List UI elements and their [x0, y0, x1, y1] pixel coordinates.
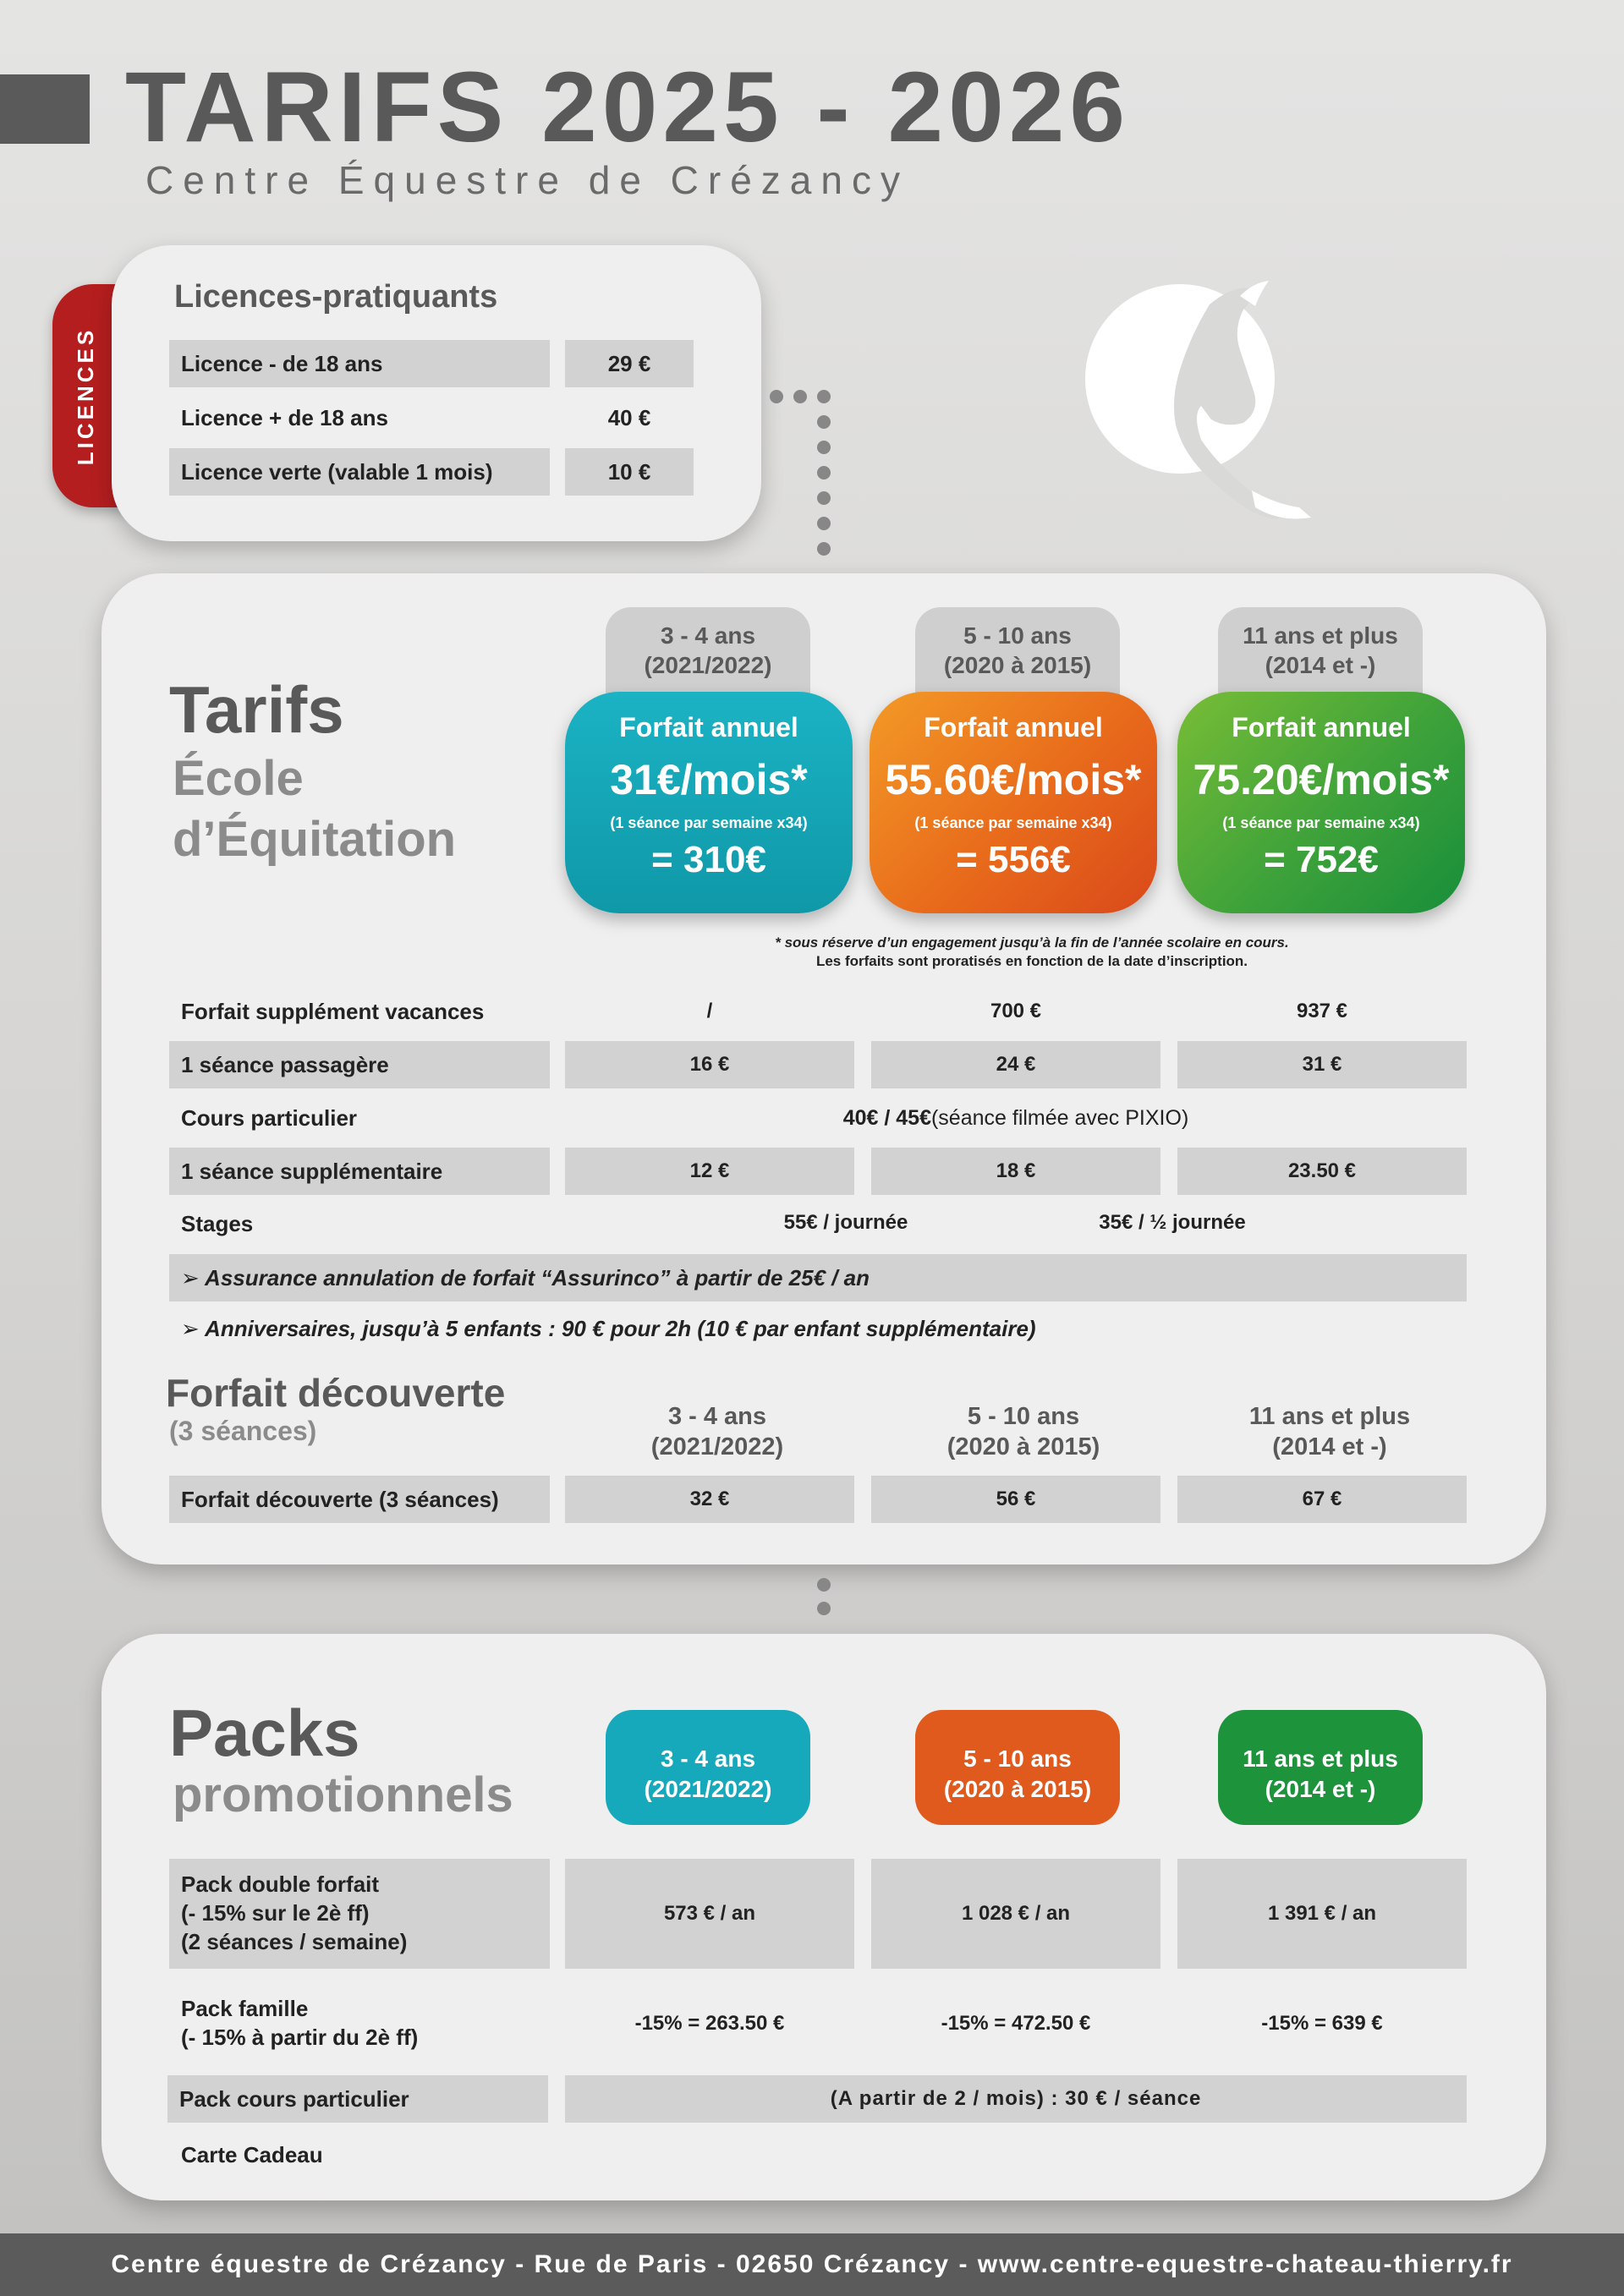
licence-row-price: 40 €	[607, 404, 651, 430]
tarif-row-label: Cours particulier	[181, 1104, 358, 1131]
pack-double-cell: 1 391 € / an	[1177, 1859, 1467, 1969]
ecole-title: Tarifs	[169, 672, 344, 747]
packs-title: Packs	[169, 1696, 360, 1770]
tarif-cell: 31 €	[1177, 1041, 1467, 1088]
connector-dot	[770, 390, 783, 403]
decouverte-cell: 32 €	[565, 1476, 854, 1523]
decouverte-age-3-4: 3 - 4 ans (2021/2022)	[650, 1403, 784, 1460]
page-subtitle: Centre Équestre de Crézancy	[145, 158, 909, 202]
forfait-bubble-5-10: Forfait annuel 55.60€/mois* (1 séance par semaine x34) = 556€	[870, 692, 1157, 913]
connector-dot	[793, 390, 807, 403]
connector-dot	[817, 517, 831, 530]
tarif-row-label: 1 séance passagère	[169, 1041, 550, 1088]
tarif-cell: /	[706, 1000, 713, 1022]
pack-famille-cell: -15% = 472.50 €	[941, 2012, 1091, 2035]
packs-subtitle: promotionnels	[173, 1767, 513, 1822]
decouverte-row-label: Forfait découverte (3 séances)	[169, 1476, 550, 1523]
connector-dot	[817, 441, 831, 454]
stages-demi-journee: 35€ / ½ journée	[1099, 1211, 1246, 1234]
tarif-row-label: 1 séance supplémentaire	[169, 1148, 550, 1195]
tarif-cell: 24 €	[871, 1041, 1160, 1088]
cours-particulier-value: 40€ / 45€ (séance filmée avec PIXIO)	[842, 1105, 1189, 1130]
licences-heading: Licences-pratiquants	[174, 279, 498, 315]
tarif-cell: 18 €	[871, 1148, 1160, 1195]
pack-double-cell: 573 € / an	[565, 1859, 854, 1969]
decouverte-subtitle: (3 séances)	[169, 1416, 317, 1446]
pack-age-3-4: 3 - 4 ans (2021/2022)	[606, 1710, 810, 1825]
pack-famille-cell: -15% = 263.50 €	[634, 2012, 785, 2035]
connector-dot	[817, 542, 831, 556]
age-tab-11-plus: 11 ans et plus (2014 et -)	[1218, 607, 1423, 726]
connector-dot	[817, 1578, 831, 1592]
anniversaires-note: ➢ Anniversaires, jusqu’à 5 enfants : 90 € pour 2h (10 € par enfant supplémentaire)	[181, 1315, 1036, 1341]
tarif-cell: 937 €	[1296, 1000, 1348, 1022]
decouverte-age-11-plus: 11 ans et plus (2014 et -)	[1248, 1403, 1411, 1460]
assurance-note: ➢ Assurance annulation de forfait “Assurinco” à partir de 25€ / an	[169, 1254, 1467, 1301]
licence-row-label: Licence + de 18 ans	[181, 404, 388, 430]
decouverte-age-5-10: 5 - 10 ans (2020 à 2015)	[946, 1403, 1100, 1460]
tarif-cell: 700 €	[990, 1000, 1042, 1022]
connector-dot	[817, 390, 831, 403]
connector-dot	[817, 491, 831, 505]
connector-dot	[817, 466, 831, 479]
licences-tab-label: LICENCES	[73, 326, 99, 465]
licence-row-price: 10 €	[565, 448, 694, 496]
carte-cadeau-label: Carte Cadeau	[181, 2141, 323, 2167]
decouverte-cell: 67 €	[1177, 1476, 1467, 1523]
connector-dot	[817, 415, 831, 429]
pack-famille-cell: -15% = 639 €	[1261, 2012, 1383, 2035]
pack-double-label: Pack double forfait (- 15% sur le 2è ff) (2 séances / semaine)	[169, 1859, 550, 1969]
tarif-cell: 12 €	[565, 1148, 854, 1195]
tarif-row-label: Stages	[181, 1210, 254, 1236]
forfait-bubble-3-4: Forfait annuel 31€/mois* (1 séance par semaine x34) = 310€	[565, 692, 853, 913]
title-accent-bar	[0, 74, 90, 144]
pack-cours-label: Pack cours particulier	[167, 2075, 548, 2123]
horse-logo-icon	[1074, 279, 1362, 524]
tarif-cell: 16 €	[565, 1041, 854, 1088]
decouverte-title: Forfait découverte	[166, 1371, 506, 1415]
pack-age-5-10: 5 - 10 ans (2020 à 2015)	[915, 1710, 1120, 1825]
pack-cours-value: (A partir de 2 / mois) : 30 € / séance	[565, 2075, 1467, 2123]
connector-dot	[817, 1602, 831, 1615]
age-tab-3-4: 3 - 4 ans (2021/2022)	[606, 607, 810, 726]
pack-age-11-plus: 11 ans et plus (2014 et -)	[1218, 1710, 1423, 1825]
decouverte-cell: 56 €	[871, 1476, 1160, 1523]
tarif-row-label: Forfait supplément vacances	[181, 998, 485, 1024]
tarif-cell: 23.50 €	[1177, 1148, 1467, 1195]
footer-address: Centre équestre de Crézancy - Rue de Paris - 02650 Crézancy - www.centre-equestre-chateau-thierry.fr	[0, 2233, 1624, 2296]
page-title: TARIFS 2025 - 2026	[125, 52, 1130, 163]
ecole-subtitle-1: École	[173, 751, 304, 806]
forfait-footnote: * sous réserve d’un engagement jusqu’à la fin de l’année scolaire en cours. Les forfaits sont proratisés en fonction de la date d’inscription.	[775, 934, 1289, 970]
pack-famille-label: Pack famille (- 15% à partir du 2è ff)	[181, 1996, 419, 2050]
stages-journee: 55€ / journée	[783, 1211, 908, 1234]
licence-row-label: Licence verte (valable 1 mois)	[169, 448, 550, 496]
age-tab-5-10: 5 - 10 ans (2020 à 2015)	[915, 607, 1120, 726]
ecole-subtitle-2: d’Équitation	[173, 812, 457, 867]
forfait-bubble-11-plus: Forfait annuel 75.20€/mois* (1 séance par semaine x34) = 752€	[1177, 692, 1465, 913]
licence-row-label: Licence - de 18 ans	[169, 340, 550, 387]
licence-row-price: 29 €	[565, 340, 694, 387]
pack-double-cell: 1 028 € / an	[871, 1859, 1160, 1969]
